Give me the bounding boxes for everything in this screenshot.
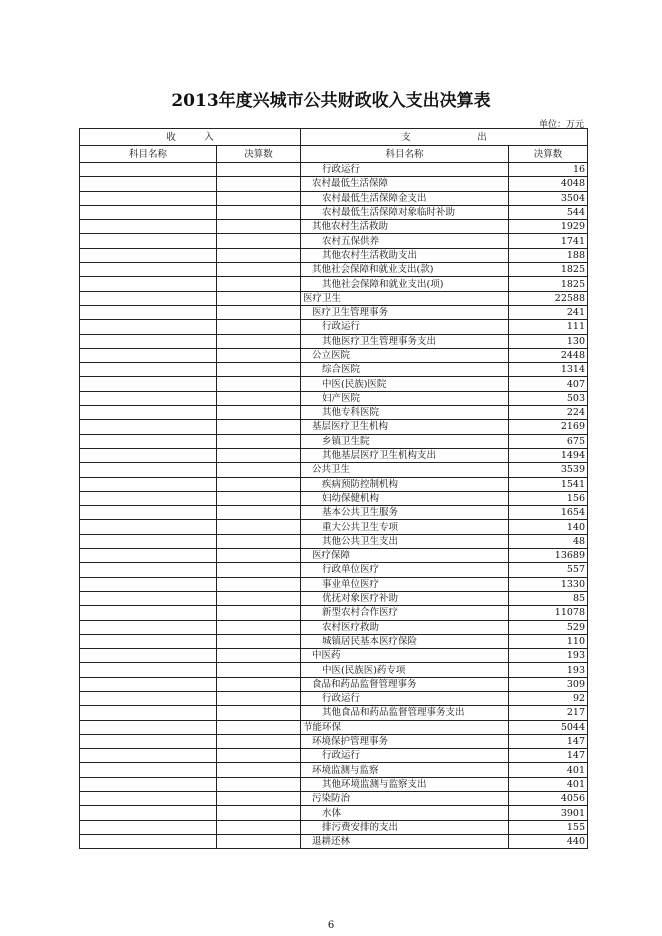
table-row [80, 520, 588, 534]
income-amount-cell [217, 406, 301, 420]
expense-amount: 22588 [509, 291, 588, 305]
expense-amount: 188 [509, 248, 588, 262]
income-item-cell [80, 163, 217, 177]
income-item-cell [80, 634, 217, 648]
income-item-cell [80, 220, 217, 234]
expense-amount: 544 [509, 205, 588, 219]
income-item-cell [80, 263, 217, 277]
expense-amount: 557 [509, 563, 588, 577]
table-row [80, 363, 588, 377]
income-amount-cell [217, 677, 301, 691]
table-row [80, 320, 588, 334]
expense-amount: 13689 [509, 549, 588, 563]
expense-item-name: 环境保护管理事务 [301, 734, 509, 748]
table-row [80, 420, 588, 434]
table-row [80, 549, 588, 563]
expense-amount: 503 [509, 391, 588, 405]
income-amount-cell [217, 534, 301, 548]
table-row [80, 406, 588, 420]
income-item-cell [80, 477, 217, 491]
income-amount-cell [217, 391, 301, 405]
income-amount-cell [217, 720, 301, 734]
expense-amount: 147 [509, 749, 588, 763]
table-row [80, 620, 588, 634]
expense-amount: 1825 [509, 263, 588, 277]
expense-amount: 309 [509, 677, 588, 691]
header-row-section [80, 129, 588, 146]
table-row [80, 606, 588, 620]
income-item-cell [80, 606, 217, 620]
expense-item-name: 行政运行 [301, 163, 509, 177]
income-item-cell [80, 549, 217, 563]
expense-amount: 1330 [509, 577, 588, 591]
expense-amount: 11078 [509, 606, 588, 620]
income-item-cell [80, 820, 217, 834]
table-row [80, 792, 588, 806]
income-amount-cell [217, 305, 301, 319]
expense-amount: 224 [509, 406, 588, 420]
expense-item-name: 乡镇卫生院 [301, 434, 509, 448]
expense-amount: 110 [509, 634, 588, 648]
expense-amount: 675 [509, 434, 588, 448]
expense-item-name: 其他医疗卫生管理事务支出 [301, 334, 509, 348]
expense-amount: 1314 [509, 363, 588, 377]
expense-item-name: 食品和药品监督管理事务 [301, 677, 509, 691]
income-item-cell [80, 777, 217, 791]
header-row-columns [80, 146, 588, 163]
expense-item-name: 基本公共卫生服务 [301, 506, 509, 520]
expense-amount: 140 [509, 520, 588, 534]
income-item-cell [80, 663, 217, 677]
expense-item-name: 退耕还林 [301, 834, 509, 848]
expense-amount: 4056 [509, 792, 588, 806]
expense-item-name: 行政单位医疗 [301, 563, 509, 577]
expense-amount: 407 [509, 377, 588, 391]
income-item-cell [80, 406, 217, 420]
income-amount-cell [217, 563, 301, 577]
expense-item-name: 妇产医院 [301, 391, 509, 405]
income-item-cell [80, 348, 217, 362]
income-item-cell [80, 691, 217, 705]
income-amount-cell [217, 820, 301, 834]
table-row [80, 720, 588, 734]
income-item-cell [80, 305, 217, 319]
expense-item-name: 医疗保障 [301, 549, 509, 563]
expense-amount: 241 [509, 305, 588, 319]
expense-item-name: 公立医院 [301, 348, 509, 362]
expense-amount: 1929 [509, 220, 588, 234]
expense-item-name: 排污费安排的支出 [301, 820, 509, 834]
expense-item-name: 节能环保 [301, 720, 509, 734]
table-row [80, 677, 588, 691]
expense-amount: 156 [509, 491, 588, 505]
income-item-cell [80, 277, 217, 291]
income-amount-cell [217, 549, 301, 563]
income-amount-cell [217, 291, 301, 305]
table-row [80, 834, 588, 848]
income-item-cell [80, 677, 217, 691]
income-amount-cell [217, 649, 301, 663]
income-amount-cell [217, 177, 301, 191]
expense-amount: 1541 [509, 477, 588, 491]
table-row [80, 577, 588, 591]
expense-item-name: 新型农村合作医疗 [301, 606, 509, 620]
table-row [80, 334, 588, 348]
income-amount-cell [217, 163, 301, 177]
expense-amount: 193 [509, 649, 588, 663]
income-amount-cell [217, 377, 301, 391]
table-row [80, 749, 588, 763]
expense-item-name: 农村医疗救助 [301, 620, 509, 634]
expense-item-name: 农村最低生活保障对象临时补助 [301, 205, 509, 219]
income-amount-cell [217, 520, 301, 534]
table-row [80, 434, 588, 448]
income-amount-cell [217, 205, 301, 219]
expense-item-name: 基层医疗卫生机构 [301, 420, 509, 434]
table-row [80, 706, 588, 720]
income-amount-header: 决算数 [217, 146, 301, 163]
income-item-cell [80, 834, 217, 848]
income-item-name-header: 科目名称 [80, 146, 217, 163]
income-item-cell [80, 763, 217, 777]
table-row [80, 348, 588, 362]
expense-amount: 1494 [509, 448, 588, 462]
income-item-cell [80, 720, 217, 734]
income-amount-cell [217, 248, 301, 262]
table-row [80, 205, 588, 219]
expense-item-name: 其他社会保障和就业支出(项) [301, 277, 509, 291]
income-item-cell [80, 448, 217, 462]
income-amount-cell [217, 477, 301, 491]
income-amount-cell [217, 691, 301, 705]
income-amount-cell [217, 334, 301, 348]
expense-item-name: 环境监测与监察 [301, 763, 509, 777]
income-amount-cell [217, 434, 301, 448]
income-amount-cell [217, 463, 301, 477]
page-title: 2013年度兴城市公共财政收入支出决算表 [171, 91, 491, 111]
table-row [80, 305, 588, 319]
income-amount-cell [217, 220, 301, 234]
expense-amount: 16 [509, 163, 588, 177]
expense-amount: 2448 [509, 348, 588, 362]
income-item-cell [80, 706, 217, 720]
table-row [80, 248, 588, 262]
expense-amount: 155 [509, 820, 588, 834]
table-row [80, 763, 588, 777]
income-amount-cell [217, 363, 301, 377]
expense-item-name: 其他公共卫生支出 [301, 534, 509, 548]
expense-amount: 111 [509, 320, 588, 334]
expense-item-name: 其他环境监测与监察支出 [301, 777, 509, 791]
expense-amount: 217 [509, 706, 588, 720]
table-row [80, 534, 588, 548]
income-amount-cell [217, 320, 301, 334]
table-row [80, 734, 588, 748]
income-item-cell [80, 806, 217, 820]
expense-item-name: 综合医院 [301, 363, 509, 377]
expense-amount: 193 [509, 663, 588, 677]
income-item-cell [80, 377, 217, 391]
table-row [80, 491, 588, 505]
table-row [80, 448, 588, 462]
income-amount-cell [217, 506, 301, 520]
expense-amount: 2169 [509, 420, 588, 434]
income-amount-cell [217, 706, 301, 720]
expense-item-name: 医疗卫生 [301, 291, 509, 305]
expense-item-name: 污染防治 [301, 792, 509, 806]
table-row [80, 649, 588, 663]
expense-amount: 85 [509, 591, 588, 605]
expense-amount: 3901 [509, 806, 588, 820]
income-item-cell [80, 291, 217, 305]
table-row [80, 691, 588, 705]
expense-item-name: 农村最低生活保障 [301, 177, 509, 191]
table-row [80, 377, 588, 391]
income-amount-cell [217, 420, 301, 434]
expense-amount: 3539 [509, 463, 588, 477]
income-amount-cell [217, 591, 301, 605]
expense-item-name: 医疗卫生管理事务 [301, 305, 509, 319]
expense-item-name: 水体 [301, 806, 509, 820]
table-row [80, 477, 588, 491]
table-row [80, 591, 588, 605]
expense-amount-header: 决算数 [509, 146, 588, 163]
income-item-cell [80, 591, 217, 605]
income-amount-cell [217, 620, 301, 634]
income-header: 收 入 [80, 129, 301, 146]
income-amount-cell [217, 777, 301, 791]
budget-table [79, 128, 588, 849]
income-amount-cell [217, 263, 301, 277]
table-row [80, 634, 588, 648]
income-amount-cell [217, 448, 301, 462]
table-row [80, 277, 588, 291]
income-item-cell [80, 577, 217, 591]
income-amount-cell [217, 634, 301, 648]
expense-item-name: 行政运行 [301, 320, 509, 334]
expense-item-name: 事业单位医疗 [301, 577, 509, 591]
income-item-cell [80, 177, 217, 191]
expense-item-name: 其他基层医疗卫生机构支出 [301, 448, 509, 462]
expense-amount: 92 [509, 691, 588, 705]
income-item-cell [80, 334, 217, 348]
expense-amount: 440 [509, 834, 588, 848]
expense-amount: 5044 [509, 720, 588, 734]
income-item-cell [80, 491, 217, 505]
table-row [80, 234, 588, 248]
income-item-cell [80, 463, 217, 477]
expense-item-name: 优抚对象医疗补助 [301, 591, 509, 605]
income-amount-cell [217, 763, 301, 777]
table-row [80, 291, 588, 305]
income-amount-cell [217, 234, 301, 248]
expense-amount: 3504 [509, 191, 588, 205]
income-amount-cell [217, 734, 301, 748]
income-item-cell [80, 391, 217, 405]
expense-item-name: 城镇居民基本医疗保险 [301, 634, 509, 648]
expense-header: 支 出 [301, 129, 588, 146]
income-amount-cell [217, 277, 301, 291]
expense-amount: 401 [509, 763, 588, 777]
income-amount-cell [217, 491, 301, 505]
income-item-cell [80, 191, 217, 205]
table-row [80, 806, 588, 820]
income-item-cell [80, 234, 217, 248]
expense-item-name: 行政运行 [301, 691, 509, 705]
expense-item-name: 行政运行 [301, 749, 509, 763]
expense-item-name: 农村五保供养 [301, 234, 509, 248]
expense-amount: 401 [509, 777, 588, 791]
table-row [80, 820, 588, 834]
expense-item-name: 妇幼保健机构 [301, 491, 509, 505]
income-item-cell [80, 792, 217, 806]
expense-item-name: 疾病预防控制机构 [301, 477, 509, 491]
income-item-cell [80, 320, 217, 334]
expense-item-name: 其他食品和药品监督管理事务支出 [301, 706, 509, 720]
expense-item-name: 重大公共卫生专项 [301, 520, 509, 534]
expense-item-name: 中医(民族)医院 [301, 377, 509, 391]
income-amount-cell [217, 663, 301, 677]
income-item-cell [80, 205, 217, 219]
income-amount-cell [217, 577, 301, 591]
table-row [80, 563, 588, 577]
expense-item-name: 其他社会保障和就业支出(款) [301, 263, 509, 277]
table-row [80, 463, 588, 477]
expense-item-name: 农村最低生活保障金支出 [301, 191, 509, 205]
income-item-cell [80, 749, 217, 763]
table-row [80, 663, 588, 677]
expense-amount: 147 [509, 734, 588, 748]
income-item-cell [80, 649, 217, 663]
income-item-cell [80, 520, 217, 534]
expense-item-name-header: 科目名称 [301, 146, 509, 163]
expense-amount: 4048 [509, 177, 588, 191]
expense-amount: 130 [509, 334, 588, 348]
table-row [80, 391, 588, 405]
table-row [80, 777, 588, 791]
income-item-cell [80, 620, 217, 634]
table-row [80, 191, 588, 205]
income-amount-cell [217, 792, 301, 806]
table-row [80, 177, 588, 191]
expense-item-name: 其他农村生活救助 [301, 220, 509, 234]
table-row [80, 506, 588, 520]
income-amount-cell [217, 834, 301, 848]
expense-amount: 529 [509, 620, 588, 634]
expense-item-name: 中医药 [301, 649, 509, 663]
table-row [80, 163, 588, 177]
income-item-cell [80, 534, 217, 548]
expense-item-name: 其他农村生活救助支出 [301, 248, 509, 262]
income-amount-cell [217, 806, 301, 820]
expense-amount: 1654 [509, 506, 588, 520]
income-item-cell [80, 734, 217, 748]
income-item-cell [80, 363, 217, 377]
page-number: 6 [327, 920, 335, 931]
expense-item-name: 其他专科医院 [301, 406, 509, 420]
table-row [80, 220, 588, 234]
income-amount-cell [217, 348, 301, 362]
expense-item-name: 中医(民族医)药专项 [301, 663, 509, 677]
income-amount-cell [217, 191, 301, 205]
expense-amount: 1825 [509, 277, 588, 291]
income-amount-cell [217, 749, 301, 763]
income-item-cell [80, 506, 217, 520]
expense-amount: 48 [509, 534, 588, 548]
expense-item-name: 公共卫生 [301, 463, 509, 477]
income-item-cell [80, 420, 217, 434]
table-row [80, 263, 588, 277]
income-item-cell [80, 563, 217, 577]
expense-amount: 1741 [509, 234, 588, 248]
income-item-cell [80, 248, 217, 262]
income-item-cell [80, 434, 217, 448]
unit-label: 单位：万元 [538, 120, 584, 130]
income-amount-cell [217, 606, 301, 620]
